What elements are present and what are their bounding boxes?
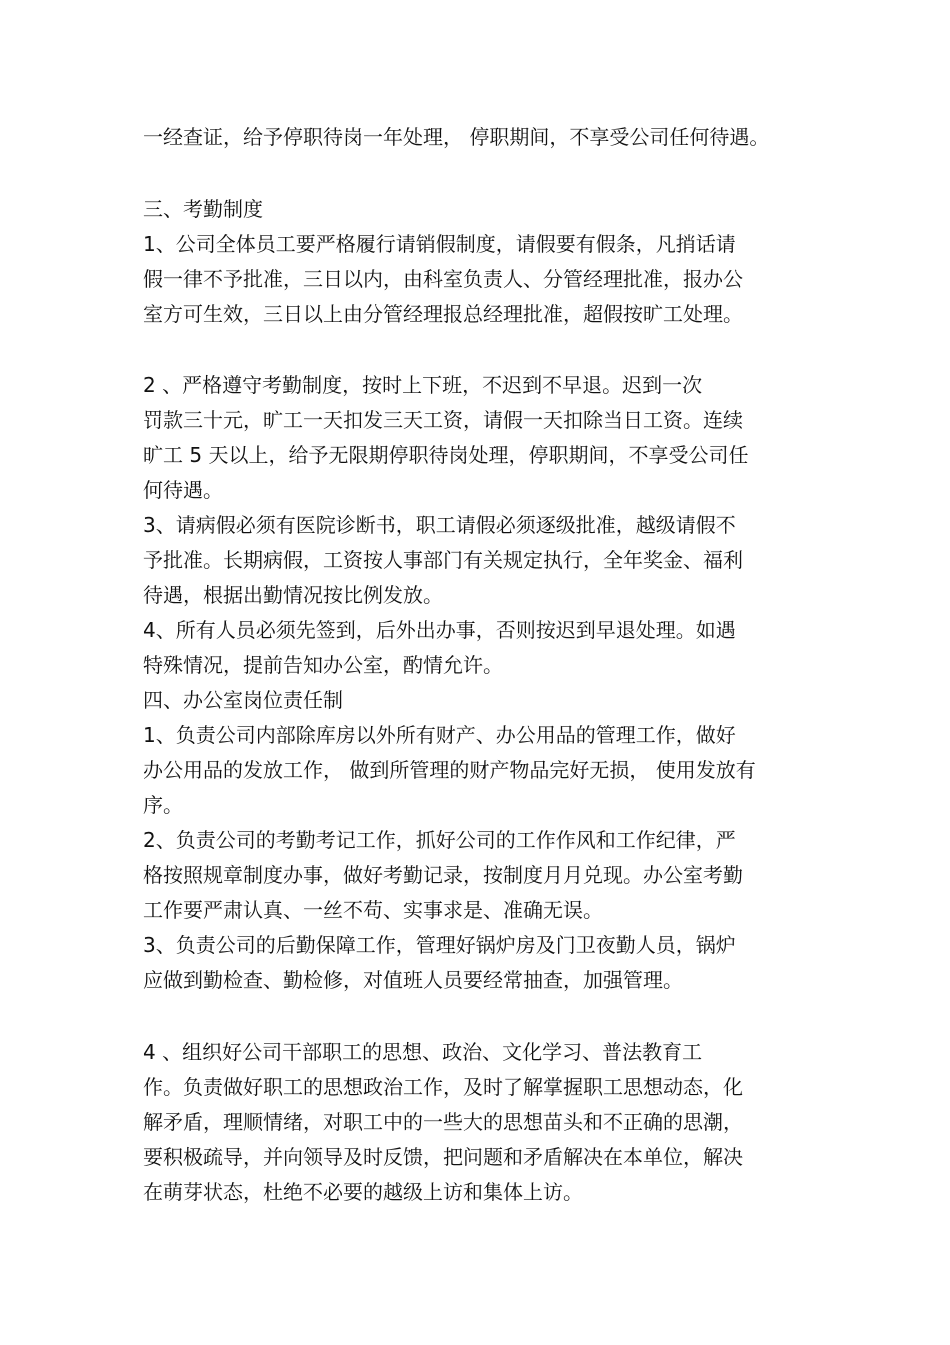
text-line: 3、请病假必须有医院诊断书，职工请假必须逐级批准，越级请假不 — [143, 513, 736, 537]
text-line: 一经查证，给予停职待岗一年处理， 停职期间，不享受公司任何待遇。 — [143, 125, 770, 149]
section-heading: 四、办公室岗位责任制 — [143, 688, 343, 712]
text-line: 假一律不予批准，三日以内，由科室负责人、分管经理批准，报办公 — [143, 267, 743, 291]
text-line: 4 、组织好公司干部职工的思想、政治、文化学习、普法教育工 — [143, 1040, 703, 1064]
text-line: 办公用品的发放工作， 做到所管理的财产物品完好无损， 使用发放有 — [143, 758, 756, 782]
text-line: 待遇，根据出勤情况按比例发放。 — [143, 583, 443, 607]
text-line: 予批准。长期病假，工资按人事部门有关规定执行，全年奖金、福利 — [143, 548, 743, 572]
text-line: 何待遇。 — [143, 478, 223, 502]
text-line: 解矛盾，理顺情绪，对职工中的一些大的思想苗头和不正确的思潮， — [143, 1110, 743, 1134]
text-line: 旷工 5 天以上，给予无限期停职待岗处理，停职期间，不享受公司任 — [143, 443, 749, 467]
text-line: 要积极疏导，并向领导及时反馈，把问题和矛盾解决在本单位，解决 — [143, 1145, 743, 1169]
text-line: 工作要严肃认真、一丝不苟、实事求是、准确无误。 — [143, 898, 603, 922]
text-line: 特殊情况，提前告知办公室，酌情允许。 — [143, 653, 503, 677]
text-line: 1、负责公司内部除库房以外所有财产、办公用品的管理工作，做好 — [143, 723, 736, 747]
text-line: 3、负责公司的后勤保障工作，管理好锅炉房及门卫夜勤人员，锅炉 — [143, 933, 736, 957]
text-line: 1、公司全体员工要严格履行请销假制度，请假要有假条，凡捎话请 — [143, 232, 736, 256]
text-line: 格按照规章制度办事，做好考勤记录，按制度月月兑现。办公室考勤 — [143, 863, 743, 887]
text-line: 在萌芽状态，杜绝不必要的越级上访和集体上访。 — [143, 1180, 583, 1204]
text-line: 作。负责做好职工的思想政治工作，及时了解掌握职工思想动态，化 — [143, 1075, 743, 1099]
text-line: 应做到勤检查、勤检修，对值班人员要经常抽查，加强管理。 — [143, 968, 683, 992]
text-line: 序。 — [143, 793, 183, 817]
text-line: 罚款三十元，旷工一天扣发三天工资，请假一天扣除当日工资。连续 — [143, 408, 743, 432]
section-heading: 三、考勤制度 — [143, 197, 263, 221]
text-line: 4、所有人员必须先签到，后外出办事，否则按迟到早退处理。如遇 — [143, 618, 736, 642]
text-line: 2、负责公司的考勤考记工作，抓好公司的工作作风和工作纪律，严 — [143, 828, 736, 852]
text-line: 2 、严格遵守考勤制度，按时上下班，不迟到不早退。迟到一次 — [143, 373, 703, 397]
text-line: 室方可生效，三日以上由分管经理报总经理批准，超假按旷工处理。 — [143, 302, 743, 326]
